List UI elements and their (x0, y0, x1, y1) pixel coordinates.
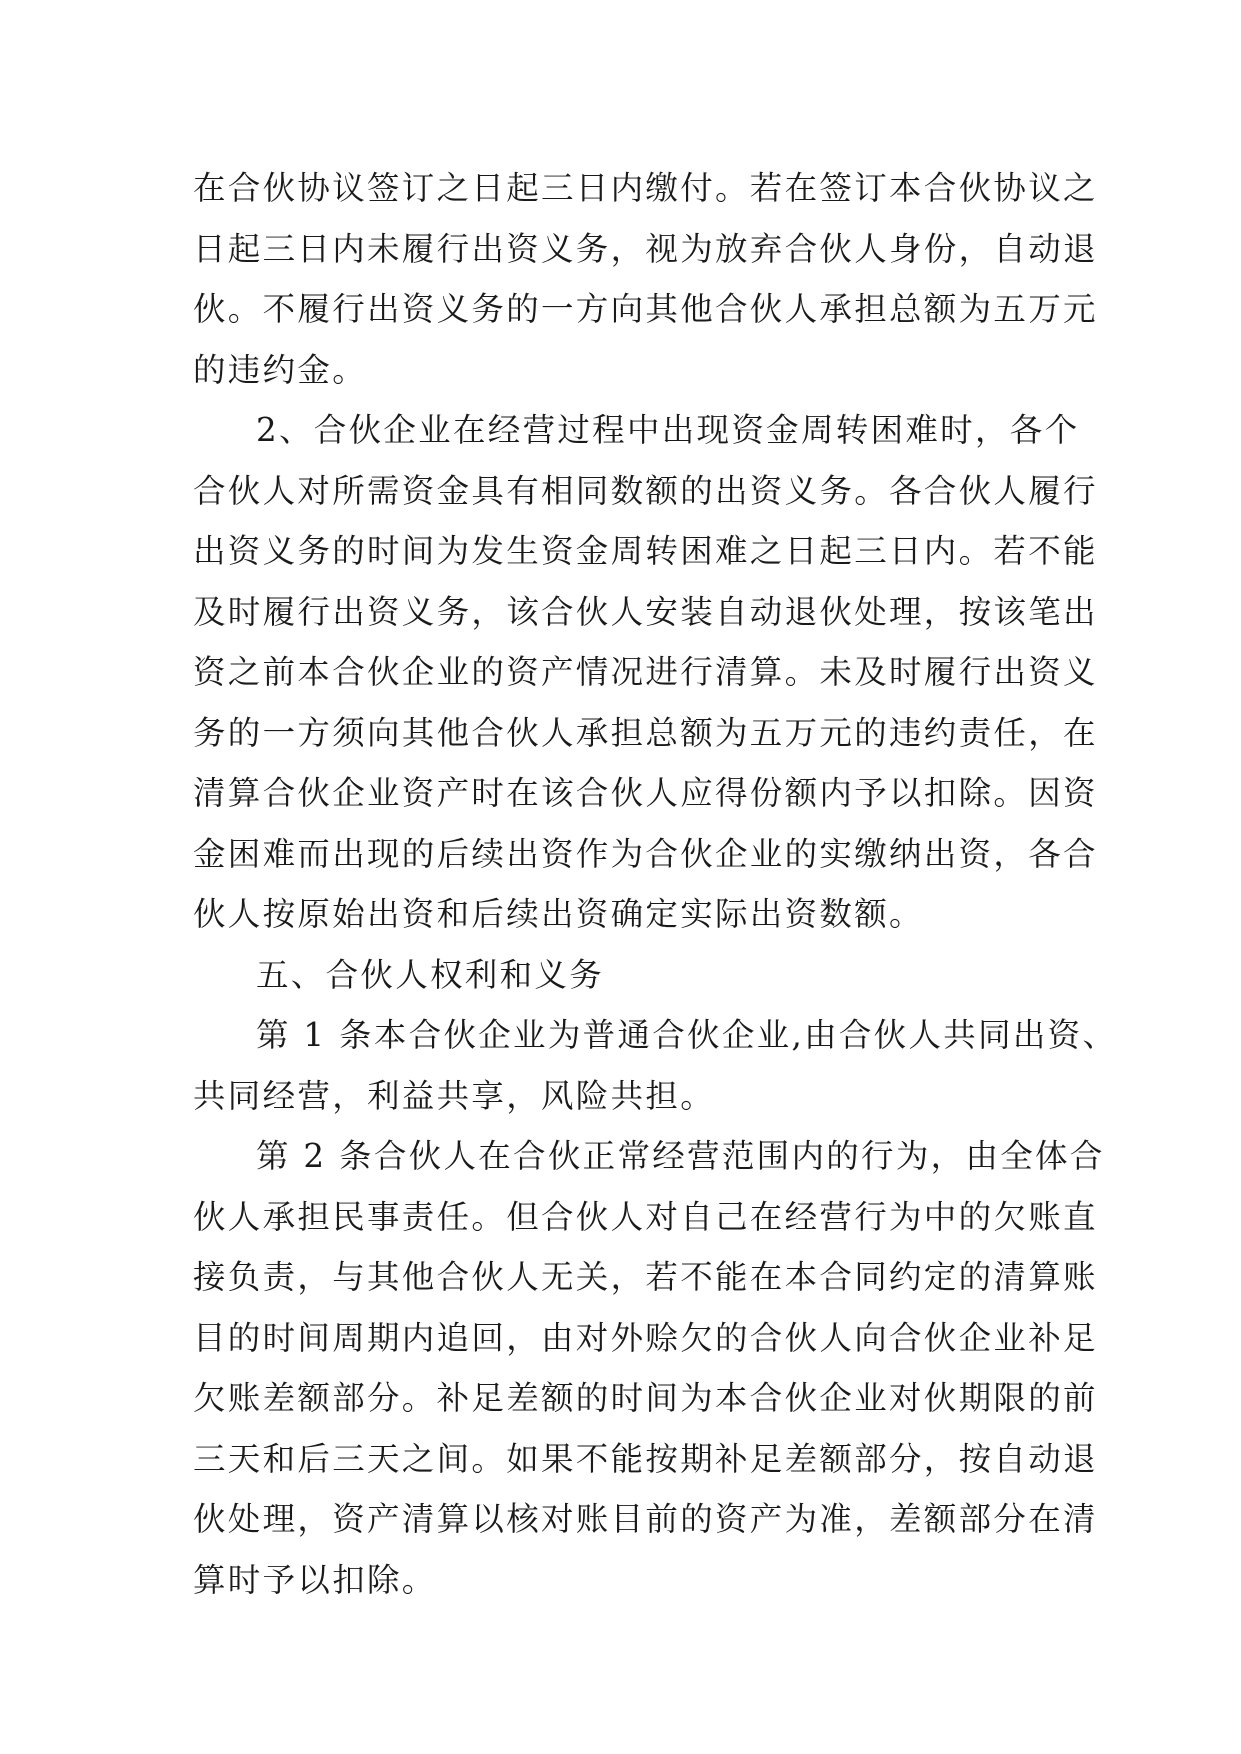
text-line: 伙处理，资产清算以核对账目前的资产为准，差额部分在清 (193, 1500, 1098, 1538)
text-line: 欠账差额部分。补足差额的时间为本合伙企业对伙期限的前 (193, 1379, 1098, 1417)
text-line: 第 2 条合伙人在合伙正常经营范围内的行为，由全体合 (256, 1137, 1105, 1175)
text-line: 2、合伙企业在经营过程中出现资金周转困难时，各个 (256, 411, 1080, 449)
text-line: 金困难而出现的后续出资作为合伙企业的实缴纳出资，各合 (193, 834, 1098, 873)
text-line: 伙人按原始出资和后续出资确定实际出资数额。 (193, 895, 924, 933)
text-line: 的违约金。 (193, 350, 368, 389)
text-line: 在合伙协议签订之日起三日内缴付。若在签订本合伙协议之 (193, 169, 1098, 207)
text-line: 算时予以扣除。 (193, 1560, 437, 1599)
text-line: 三天和后三天之间。如果不能按期补足差额部分，按自动退 (193, 1439, 1098, 1478)
text-line: 资之前本合伙企业的资产情况进行清算。未及时履行出资义 (193, 653, 1098, 691)
text-line: 接负责，与其他合伙人无关，若不能在本合同约定的清算账 (193, 1258, 1098, 1296)
text-line: 出资义务的时间为发生资金周转困难之日起三日内。若不能 (193, 532, 1098, 570)
document-body (193, 158, 1118, 1610)
text-line: 伙人承担民事责任。但合伙人对自己在经营行为中的欠账直 (193, 1197, 1098, 1236)
text-line: 共同经营，利益共享，风险共担。 (193, 1076, 716, 1115)
text-line: 日起三日内未履行出资义务，视为放弃合伙人身份，自动退 (193, 229, 1098, 268)
text-line: 及时履行出资义务，该合伙人安装自动退伙处理，按该笔出 (193, 592, 1098, 631)
text-line: 第 1 条本合伙企业为普通合伙企业,由合伙人共同出资、 (256, 1016, 1118, 1054)
text-line: 伙。不履行出资义务的一方向其他合伙人承担总额为五万元 (193, 290, 1098, 328)
text-line: 目的时间周期内追回，由对外赊欠的合伙人向合伙企业补足 (193, 1318, 1098, 1357)
text-line: 五、合伙人权利和义务 (256, 955, 605, 994)
text-line: 务的一方须向其他合伙人承担总额为五万元的违约责任，在 (193, 713, 1098, 752)
text-line: 清算合伙企业资产时在该合伙人应得份额内予以扣除。因资 (193, 774, 1098, 812)
text-line: 合伙人对所需资金具有相同数额的出资义务。各合伙人履行 (193, 471, 1098, 510)
